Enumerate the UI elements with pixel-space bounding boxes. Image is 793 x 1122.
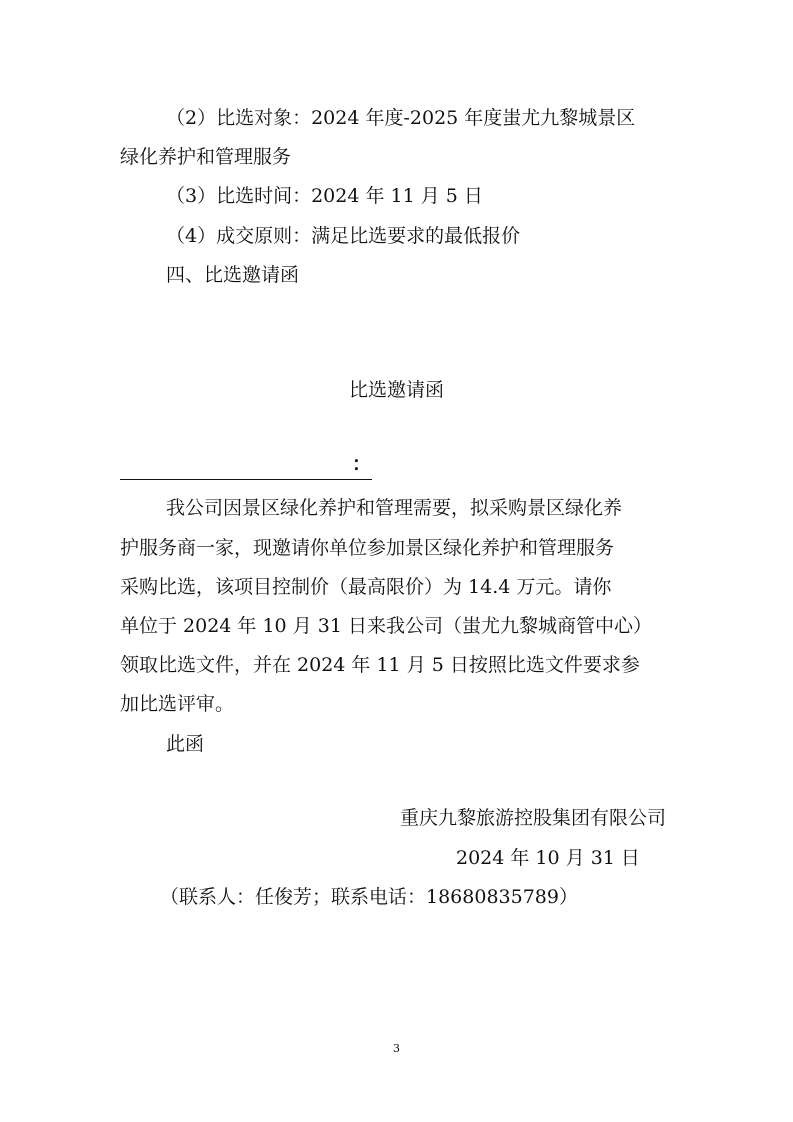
signature-company: 重庆九黎旅游控股集团有限公司 (400, 807, 667, 829)
recipient-colon: ： (352, 453, 372, 475)
item2-line1: （2）比选对象：2024 年度-2025 年度蚩尤九黎城景区 (166, 107, 636, 129)
letter-body-line-1: 我公司因景区绿化养护和管理需要，拟采购景区绿化养 (166, 497, 623, 519)
item3-line: （3）比选时间：2024 年 11 月 5 日 (166, 185, 483, 207)
item4-line: （4）成交原则：满足比选要求的最低报价 (166, 225, 521, 247)
recipient-blank-line (120, 461, 372, 480)
letter-body-line-6: 加比选评审。 (120, 693, 235, 715)
letter-closing: 此函 (166, 733, 205, 755)
item2-line2: 绿化养护和管理服务 (120, 146, 292, 168)
section-four-heading: 四、比选邀请函 (166, 264, 300, 286)
contact-info: （联系人：任俊芳；联系电话：18680835789） (160, 886, 578, 908)
letter-body-line-5: 领取比选文件，并在 2024 年 11 月 5 日按照比选文件要求参 (120, 654, 640, 676)
letter-title: 比选邀请函 (348, 379, 444, 401)
signature-date: 2024 年 10 月 31 日 (456, 847, 640, 869)
letter-body-line-2: 护服务商一家，现邀请你单位参加景区绿化养护和管理服务 (120, 537, 615, 559)
letter-body-line-4: 单位于 2024 年 10 月 31 日来我公司（蚩尤九黎城商管中心） (120, 615, 652, 637)
page-number: 3 (393, 1042, 400, 1055)
letter-body-line-3: 采购比选，该项目控制价（最高限价）为 14.4 万元。请你 (120, 576, 612, 598)
